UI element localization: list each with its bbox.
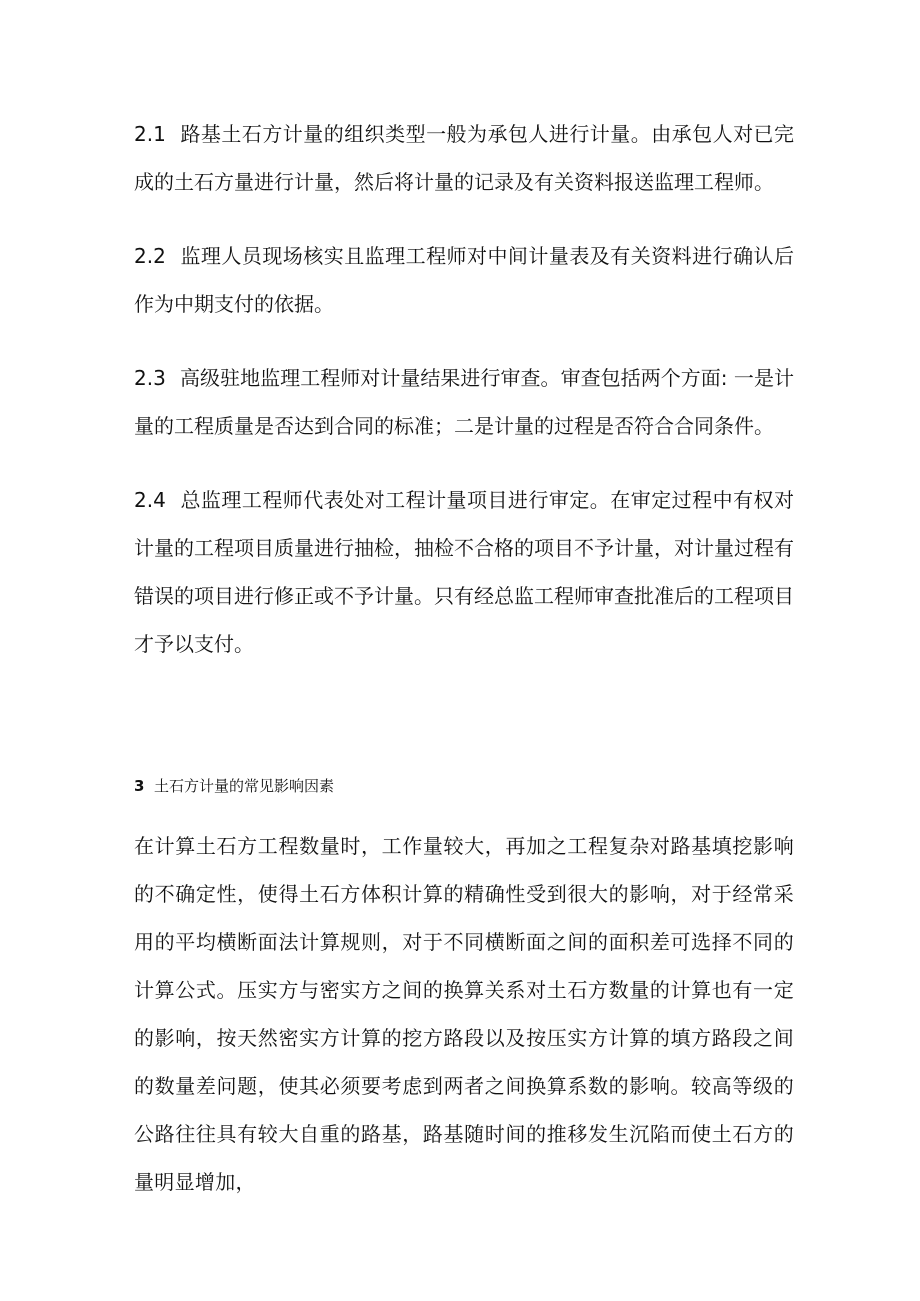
- section-number: 2.3: [134, 366, 166, 390]
- section-3-heading: [134, 774, 334, 798]
- section-text: 监理人员现场核实且监理工程师对中间计量表及有关资料进行确认后作为中期支付的依据。: [134, 244, 794, 316]
- section-number: 2.4: [134, 488, 166, 512]
- section-2-2: [134, 232, 794, 328]
- section-text: 总监理工程师代表处对工程计量项目进行审定。在审定过程中有权对计量的工程项目质量进行抽检，抽检不合格的项目不予计量，对计量过程有错误的项目进行修正或不予计量。只有经总监工程师审查批准后的工程项目才予以支付。: [134, 488, 794, 656]
- section-text: 高级驻地监理工程师对计量结果进行审查。审查包括两个方面: 一是计量的工程质量是否达到合同的标准；二是计量的过程是否符合合同条件。: [134, 366, 794, 438]
- section-number: 2.2: [134, 244, 166, 268]
- section-3-body-paragraph: 在计算土石方工程数量时，工作量较大，再加之工程复杂对路基填挖影响的不确定性，使得土石方体积计算的精确性受到很大的影响，对于经常采用的平均横断面法计算规则，对于不同横断面之间的面积差可选择不同的计算公式。压实方与密实方之间的换算关系对土石方数量的计算也有一定的影响，按天然密实方计算的挖方路段以及按压实方计算的填方路段之间的数量差问题，使其必须要考虑到两者之间换算系数的影响。较高等级的公路往往具有较大自重的路基，路基随时间的推移发生沉陷而使土石方的量明显增加，: [134, 834, 794, 1194]
- section-2-4: [134, 476, 794, 668]
- heading-number: 3: [134, 777, 145, 795]
- section-text: 路基土石方计量的组织类型一般为承包人进行计量。由承包人对已完成的土石方量进行计量，然后将计量的记录及有关资料报送监理工程师。: [134, 122, 794, 194]
- heading-title: 土石方计量的常见影响因素: [154, 777, 335, 795]
- section-number: 2.1: [134, 122, 166, 146]
- section-2-3: [134, 354, 794, 450]
- section-2-1: [134, 110, 794, 206]
